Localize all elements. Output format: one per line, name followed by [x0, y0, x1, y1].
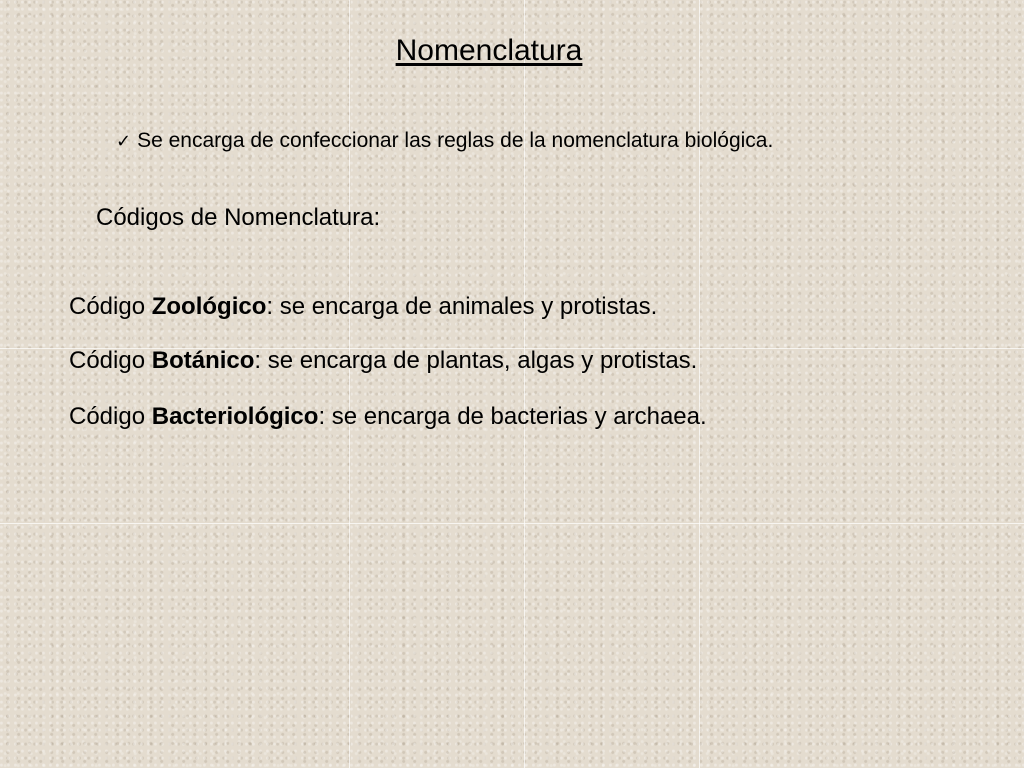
- code-description: : se encarga de bacterias y archaea.: [318, 403, 707, 430]
- code-line-zoologico: [69, 293, 657, 321]
- tile-divider: [524, 0, 525, 768]
- bullet-item: [116, 129, 773, 153]
- subheading: Códigos de Nomenclatura:: [96, 204, 381, 231]
- code-name: Zoológico: [151, 293, 267, 320]
- slide-title: Nomenclatura: [395, 34, 583, 67]
- code-prefix: Código: [69, 403, 152, 430]
- tile-divider: [699, 0, 700, 768]
- checkmark-icon: ✓: [116, 131, 132, 152]
- code-name: Botánico: [151, 347, 255, 374]
- code-line-botanico: [69, 347, 697, 375]
- tile-divider: [0, 523, 1024, 524]
- code-prefix: Código: [69, 347, 152, 374]
- code-prefix: Código: [69, 293, 152, 320]
- bullet-text: Se encarga de confeccionar las reglas de la nomenclatura biológica.: [137, 129, 774, 152]
- tile-divider: [349, 0, 350, 768]
- code-line-bacteriologico: [69, 403, 707, 431]
- code-name: Bacteriológico: [151, 403, 319, 430]
- code-description: : se encarga de plantas, algas y protistas.: [254, 347, 698, 374]
- code-description: : se encarga de animales y protistas.: [266, 293, 658, 320]
